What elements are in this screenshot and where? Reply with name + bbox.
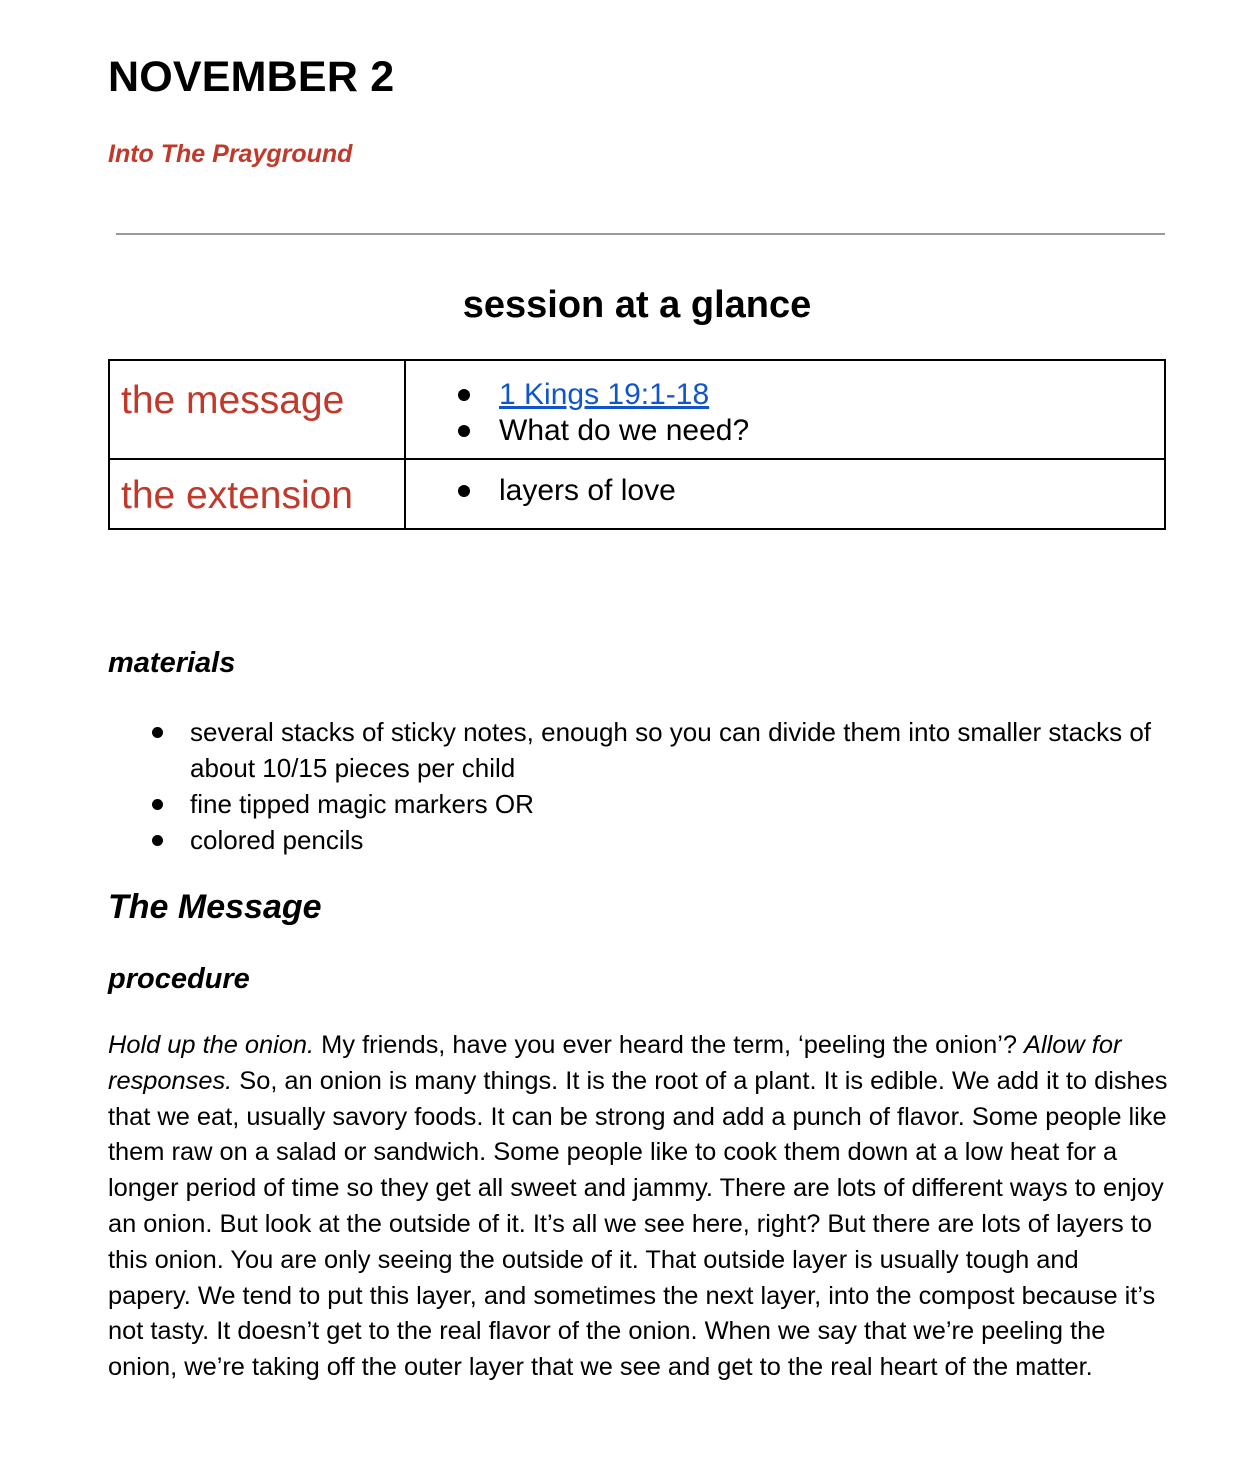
row-label-the-message: the message bbox=[121, 379, 345, 422]
list-item bbox=[458, 473, 1164, 509]
materials-heading: materials bbox=[108, 647, 236, 679]
materials-list bbox=[108, 714, 1166, 858]
table-cell-content bbox=[405, 360, 1165, 459]
list-item-text: colored pencils bbox=[190, 825, 364, 855]
session-glance-table bbox=[108, 359, 1166, 530]
bullet-icon bbox=[458, 485, 470, 497]
bullet-icon bbox=[458, 425, 470, 437]
scripture-link[interactable]: 1 Kings 19:1-18 bbox=[499, 378, 710, 411]
list-item bbox=[458, 413, 1164, 449]
table-row-the-extension bbox=[109, 459, 1165, 529]
list-item bbox=[108, 714, 1166, 786]
message-items-list bbox=[406, 361, 1164, 449]
bullet-icon bbox=[152, 835, 163, 846]
procedure-text-segment: My friends, have you ever heard the term, ‘peeling the onion’? bbox=[314, 1031, 1025, 1059]
list-item bbox=[108, 822, 1166, 858]
list-item bbox=[108, 786, 1166, 822]
session-at-a-glance-heading: session at a glance bbox=[462, 284, 812, 326]
page-subtitle: Into The Prayground bbox=[108, 140, 353, 168]
row-label-the-extension: the extension bbox=[121, 474, 354, 517]
procedure-paragraph bbox=[108, 1028, 1168, 1386]
the-message-heading: The Message bbox=[108, 888, 322, 926]
procedure-text-segment: So, an onion is many things. It is the root of a plant. It is edible. We add it to dishes that we eat, usually savory foods. It can be strong and add a punch of flavor. Some people like them raw on a salad or sandwich. Some people like to cook them down at a low heat for a longer period of time so they get all sweet and jammy. There are lots of different ways to enjoy an onion. But look at the outside of it. It’s all we see here, right? But there are lots of layers to this onion. You are only seeing the outside of it. That outside layer is usually tough and papery. We tend to put this layer, and sometimes the next layer, into the compost because it’s not tasty. It doesn’t get to the real flavor of the onion. When we say that we’re peeling the onion, we’re taking off the outer layer that we see and get to the real heart of the matter. bbox=[108, 1066, 1168, 1382]
table-cell-label bbox=[109, 360, 405, 459]
extension-items-list bbox=[406, 460, 1164, 509]
list-item-text: fine tipped magic markers OR bbox=[190, 789, 534, 819]
list-item-text: layers of love bbox=[499, 474, 676, 507]
bullet-icon bbox=[152, 799, 163, 810]
list-item-text: What do we need? bbox=[499, 414, 750, 447]
page-title: NOVEMBER 2 bbox=[108, 53, 395, 101]
table-cell-content bbox=[405, 459, 1165, 529]
table-cell-label bbox=[109, 459, 405, 529]
stage-direction: Allow for responses. bbox=[108, 1031, 1122, 1095]
bullet-icon bbox=[458, 389, 470, 401]
list-item-text: several stacks of sticky notes, enough so you can divide them into smaller stacks of about 10/15 pieces per child bbox=[190, 717, 1152, 783]
stage-direction: Hold up the onion. bbox=[108, 1031, 315, 1059]
table-row-the-message bbox=[109, 360, 1165, 459]
procedure-heading: procedure bbox=[108, 963, 250, 995]
list-item bbox=[458, 377, 1164, 413]
bullet-icon bbox=[152, 727, 163, 738]
horizontal-divider bbox=[116, 233, 1165, 235]
